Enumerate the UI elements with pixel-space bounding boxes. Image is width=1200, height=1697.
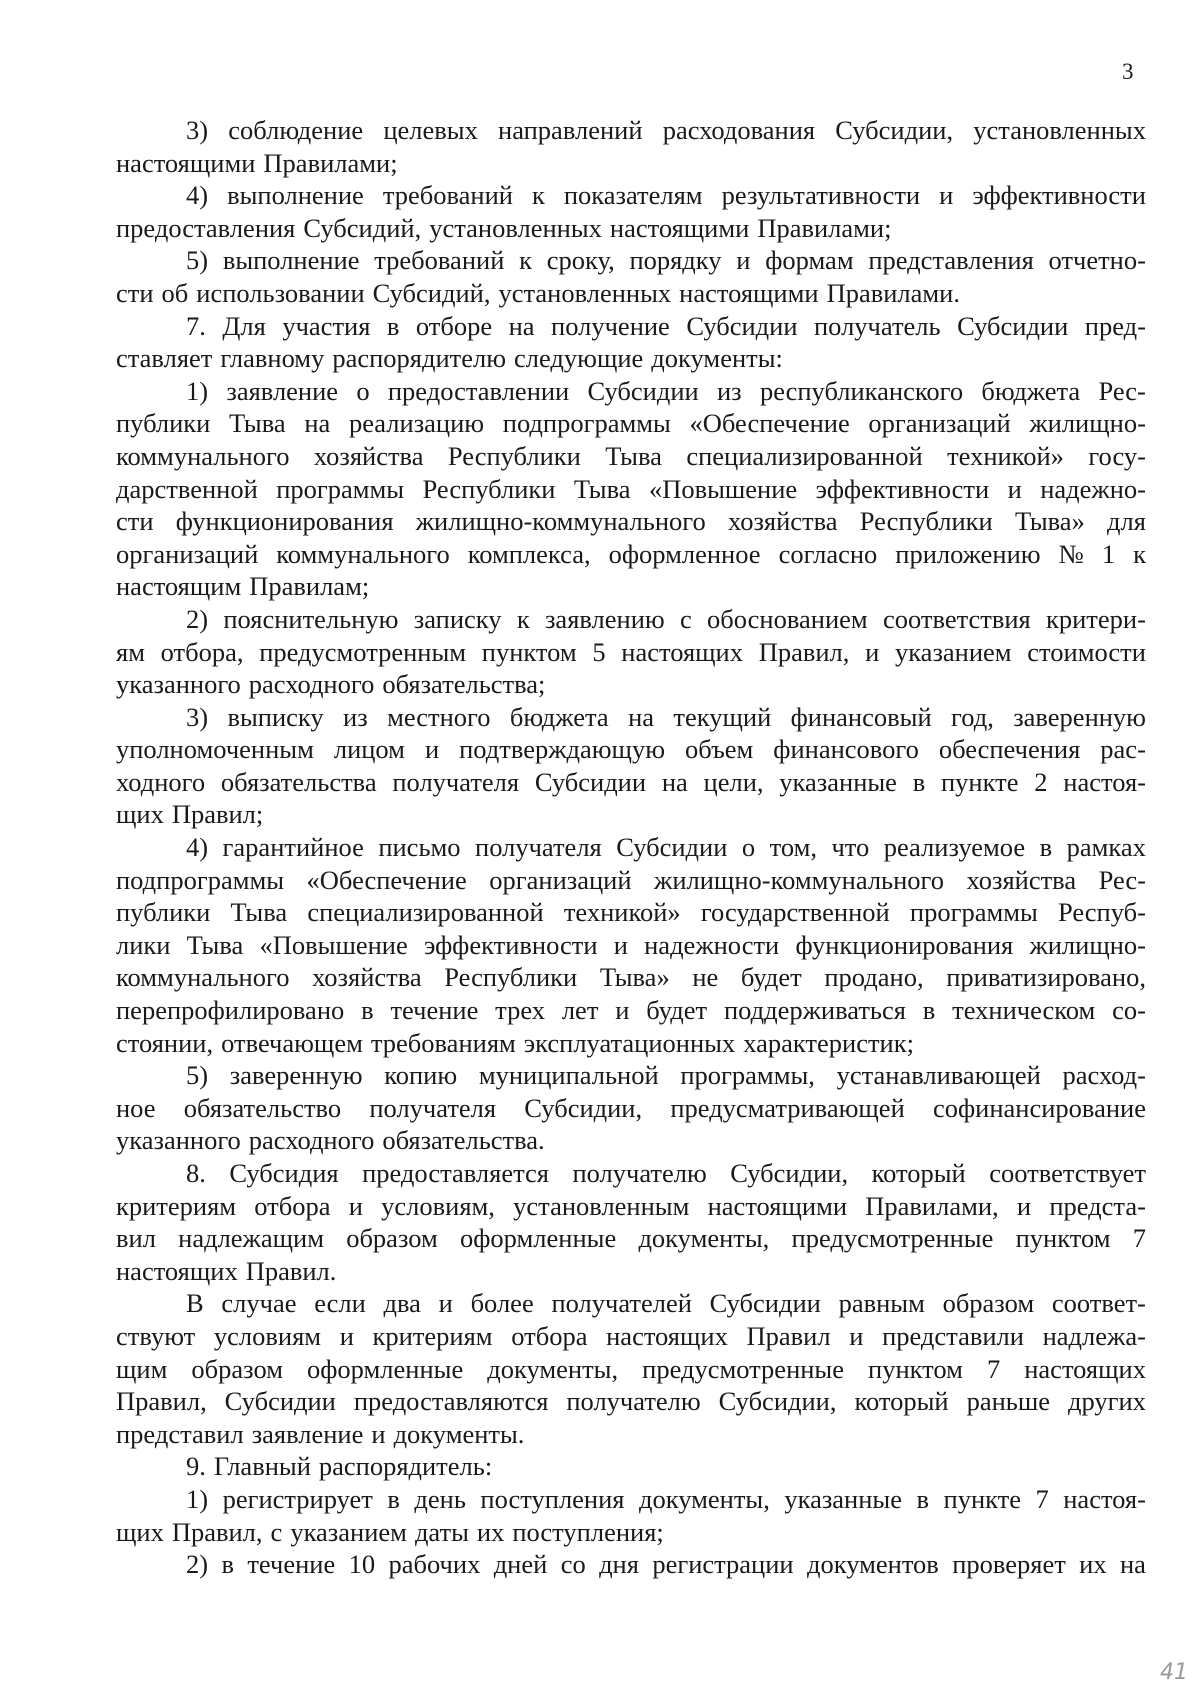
text-line: 5) выполнение требований к сроку, порядку и формам представления отчетно- [186,245,1146,276]
text-line: перепрофилировано в течение трех лет и будет поддерживаться в техническом со- [116,995,1146,1026]
text-line: критериям отбора и условиям, установленным настоящими Правилами, и предста- [116,1190,1146,1221]
text-line: уполномоченным лицом и подтверждающую объем финансового обеспечения рас- [116,734,1146,765]
text-line: указанного расходного обязательства. [116,1125,545,1156]
text-line: 3) выписку из местного бюджета на текущий финансовый год, заверенную [186,701,1146,732]
text-line: 2) в течение 10 рабочих дней со дня регистрации документов проверяет их на [186,1549,1146,1580]
text-line: коммунального хозяйства Республики Тыва специализированной техникой» госу- [116,440,1146,471]
text-line: ставляет главному распорядителю следующие документы: [116,343,783,374]
document-body [116,114,1146,1581]
text-line: настоящим Правилам; [116,571,370,602]
text-line: вил надлежащим образом оформленные документы, предусмотренные пунктом 7 [116,1223,1146,1254]
text-line: ходного обязательства получателя Субсидии на цели, указанные в пункте 2 настоя- [116,766,1146,797]
text-line: организаций коммунального комплекса, оформленное согласно приложению № 1 к [116,538,1146,569]
text-line: 5) заверенную копию муниципальной программы, устанавливающей расход- [186,1060,1146,1091]
text-line: щим образом оформленные документы, предусмотренные пунктом 7 настоящих [116,1353,1146,1384]
text-line: настоящими Правилами; [116,147,398,178]
text-line: 8. Субсидия предоставляется получателю Субсидии, который соответствует [186,1158,1146,1188]
text-line: подпрограммы «Обеспечение организаций жилищно-коммунального хозяйства Рес- [116,864,1146,895]
text-line: 9. Главный распорядитель: [186,1451,493,1482]
text-line: сти функционирования жилищно-коммунального хозяйства Республики Тыва» для [116,506,1146,537]
text-line: лики Тыва «Повышение эффективности и надежности функционирования жилищно- [116,929,1146,960]
text-line: ям отбора, предусмотренным пунктом 5 настоящих Правил, и указанием стоимости [116,636,1146,667]
text-line: 4) гарантийное письмо получателя Субсидии о том, что реализуемое в рамках [186,832,1146,863]
text-line: стоянии, отвечающем требованиям эксплуатационных характеристик; [116,1027,914,1058]
text-line: щих Правил; [116,799,264,830]
text-line: представил заявление и документы. [116,1418,525,1449]
text-line: публики Тыва на реализацию подпрограммы «Обеспечение организаций жилищно- [116,408,1146,439]
text-line: предоставления Субсидий, установленных настоящими Правилами; [116,212,892,243]
text-line: ствуют условиям и критериям отбора настоящих Правил и представили надлежа- [116,1320,1146,1351]
text-line: коммунального хозяйства Республики Тыва» не будет продано, приватизировано, [116,962,1146,993]
text-line: указанного расходного обязательства; [116,669,546,700]
handwritten-page-mark: 41 [1160,1660,1188,1685]
text-line: щих Правил, с указанием даты их поступления; [116,1516,664,1547]
text-line: Правил, Субсидии предоставляются получателю Субсидии, который раньше других [116,1386,1146,1417]
text-line: настоящих Правил. [116,1255,337,1286]
text-line: публики Тыва специализированной техникой» государственной программы Респуб- [116,897,1146,928]
text-line: сти об использовании Субсидий, установленных настоящими Правилами. [116,277,960,308]
text-line: дарственной программы Республики Тыва «Повышение эффективности и надежно- [116,473,1146,504]
text-line: 1) заявление о предоставлении Субсидии из республиканского бюджета Рес- [186,375,1146,406]
page-number: 3 [1122,59,1134,84]
text-line: 1) регистрирует в день поступления документы, указанные в пункте 7 настоя- [186,1483,1146,1514]
text-line: В случае если два и более получателей Субсидии равным образом соответ- [186,1288,1146,1319]
text-line: 4) выполнение требований к показателям результативности и эффективности [186,180,1146,211]
text-line: 2) пояснительную записку к заявлению с обоснованием соответствия критери- [186,603,1146,634]
text-line: 3) соблюдение целевых направлений расходования Субсидии, установленных [186,115,1146,145]
text-line: ное обязательство получателя Субсидии, предусматривающей софинансирование [116,1092,1146,1123]
text-line: 7. Для участия в отборе на получение Субсидии получатель Субсидии пред- [186,310,1146,341]
